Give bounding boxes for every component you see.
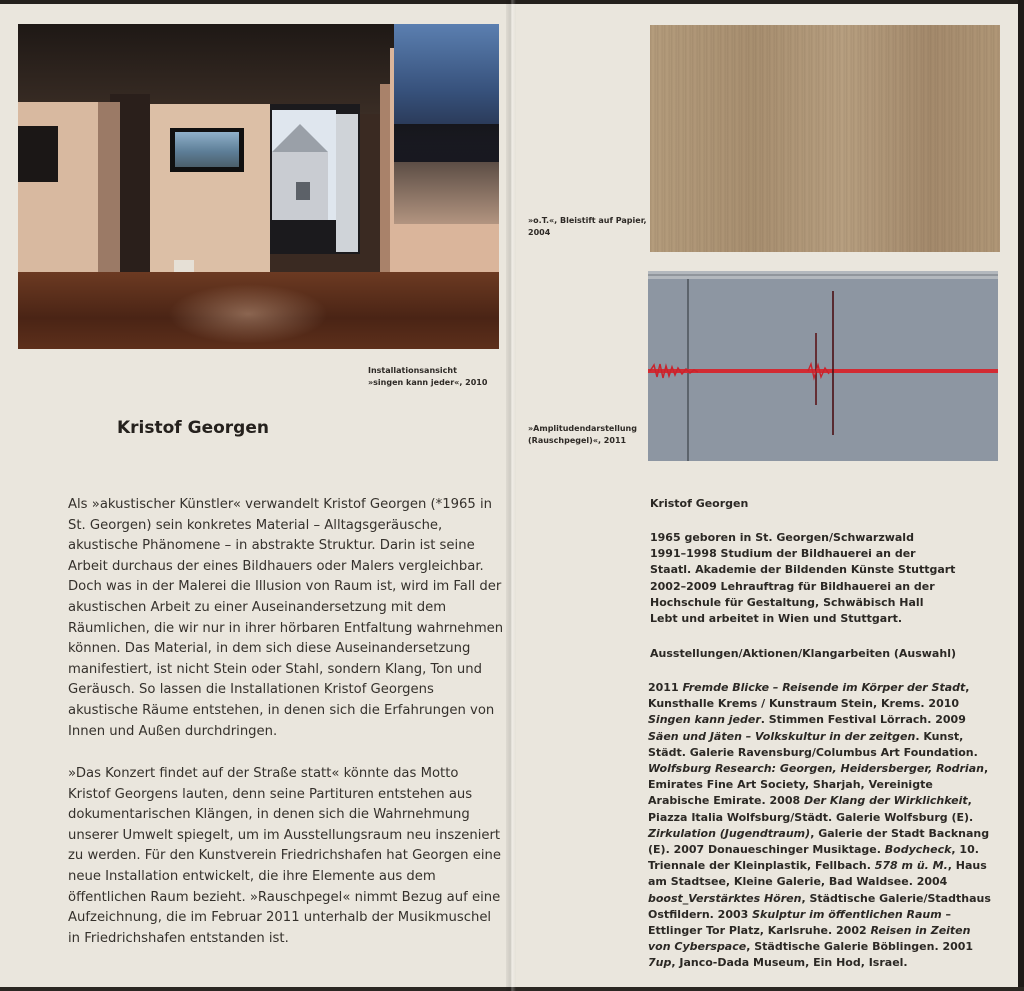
exhibition-title: Fremde Blicke – Reisende im Körper der Stadt [682, 681, 966, 694]
bio-line: 1991–1998 Studium der Bildhauerei an der [650, 547, 916, 561]
exhibition-text: , Haus am Stadtsee, Kleine Galerie, Bad Waldsee. 2004 [648, 859, 987, 889]
exhibition-title: Der Klang der Wirklichkeit [803, 794, 968, 808]
exhibition-text: , Galerie der Stadt Backnang (E). 2007 Donaueschinger Musiktage. [648, 826, 990, 857]
exhibition-title: boost_Verstärktes Hören [648, 891, 802, 905]
page-fold [506, 0, 516, 991]
exhibition-text: , Emirates Fine Art Society, Sharjah, Vereinigte Arabische Emirate. 2008 [648, 762, 989, 808]
amplitude-caption: »Amplitudendarstellung (Rauschpegel)«, 2011 [528, 424, 637, 445]
exhibition-title: Wolfsburg Research: Georgen, Heidersberger, Rodrian [648, 762, 984, 776]
exhibition-text: , Janco-Dada Museum, Ein Hod, Israel. [671, 956, 908, 970]
exhibition-text: , Kunsthalle Krems / Kunstraum Stein, Krems. 2010 [648, 681, 970, 711]
exhibition-text: , Piazza Italia Wolfsburg/Städt. Galerie Wolfsburg (E). [648, 794, 974, 824]
artist-title: Kristof Georgen [117, 418, 269, 438]
pencil-drawing-image [650, 25, 1000, 252]
exhibition-title: Reisen in Zeiten von Cyberspace [648, 924, 971, 954]
exhibition-title: Zirkulation (Jugendtraum) [648, 826, 811, 840]
bio-line: Hochschule für Gestaltung, Schwäbisch Hall [650, 595, 924, 609]
exhibition-text: , Städtische Galerie Böblingen. 2001 [746, 940, 974, 954]
essay-paragraph-2: »Das Konzert findet auf der Straße statt« könnte das Motto Kristof Georgens lauten, denn seine Partituren entstehen aus dokumentarischen Klängen, in denen sich die Wahrnehmung unserer Umwelt spiegelt, um im Ausstellungsraum neu inszeniert zu werden. Für den Kunstverein Friedrichshafen hat Georgen eine neue Installation entwickelt, die ihre Elemente aus dem öffentlichen Raum bezieht. »Rauschpegel« nimmt Bezug auf eine Aufzeichnung, die im Februar 2011 unterhalb der Musikmuschel in Friedrichshafen entstanden ist. [68, 766, 501, 946]
essay-paragraph-1: Als »akustischer Künstler« verwandelt Kristof Georgen (*1965 in St. Georgen) sein konkretes Material – Alltagsgeräusche, akustische Phänomene – in abstrakte Struktur. Darin ist seine Arbeit durchaus der eines Bildhauers oder Malers vergleichbar. Doch was in der Malerei die Illusion von Raum ist, wird im Fall der akustischen Arbeit zu einer Auseinandersetzung mit dem Räumlichen, die wir nur in ihrer hörbaren Entfaltung wahrnehmen können. Das Material, in dem sich diese Auseinandersetzung manifestiert, ist nicht Stein oder Stahl, sondern Klang, Ton und Geräusch. So lassen die Installationen Kristof Georgens akustische Räume entstehen, in denen sich die Erfahrungen von Innen und Außen durchdringen. [68, 497, 504, 739]
exhibition-title: Bodycheck [884, 843, 952, 857]
exhibition-text: – Ettlinger Tor Platz, Karlsruhe. 2002 [648, 907, 952, 938]
bio-line: 1965 geboren in St. Georgen/Schwarzwald [650, 531, 914, 544]
drawing-caption: »o.T.«, Bleistift auf Papier, 2004 [528, 216, 647, 237]
exhibitions-list [648, 680, 993, 972]
bio-list [650, 530, 990, 627]
installation-caption: Installationsansicht »singen kann jeder«, 2010 [368, 366, 488, 387]
bio-name: Kristof Georgen [650, 497, 749, 510]
installation-photo [18, 24, 499, 349]
exhibition-text: 2011 [648, 681, 683, 694]
bio-line: Staatl. Akademie der Bildenden Künste Stuttgart [650, 563, 956, 577]
exhibition-text: , Städtische Galerie/Stadthaus Ostfildern. 2003 [648, 891, 991, 921]
exhibition-text: , 10. Triennale der Kleinplastik, Fellbach. [648, 843, 979, 873]
exhibition-text: . Kunst, Städt. Galerie Ravensburg/Columbus Art Foundation. [648, 729, 978, 759]
amplitude-display-image [648, 271, 998, 461]
exhibitions-heading: Ausstellungen/Aktionen/Klangarbeiten (Auswahl) [650, 647, 956, 660]
exhibition-title: 7up [648, 956, 672, 970]
bio-line: 2002–2009 Lehrauftrag für Bildhauerei an der [650, 579, 935, 593]
exhibition-title: Säen und Jäten – Volkskultur in der zeitgen [648, 729, 916, 743]
exhibition-title: Skulptur im öffentlichen Raum [752, 907, 942, 921]
exhibition-title: Singen kann jeder [648, 713, 761, 727]
exhibition-text: . Stimmen Festival Lörrach. 2009 [760, 713, 966, 727]
exhibition-title: 578 m ü. M. [874, 859, 948, 873]
bio-line: Lebt und arbeitet in Wien und Stuttgart. [650, 612, 903, 626]
